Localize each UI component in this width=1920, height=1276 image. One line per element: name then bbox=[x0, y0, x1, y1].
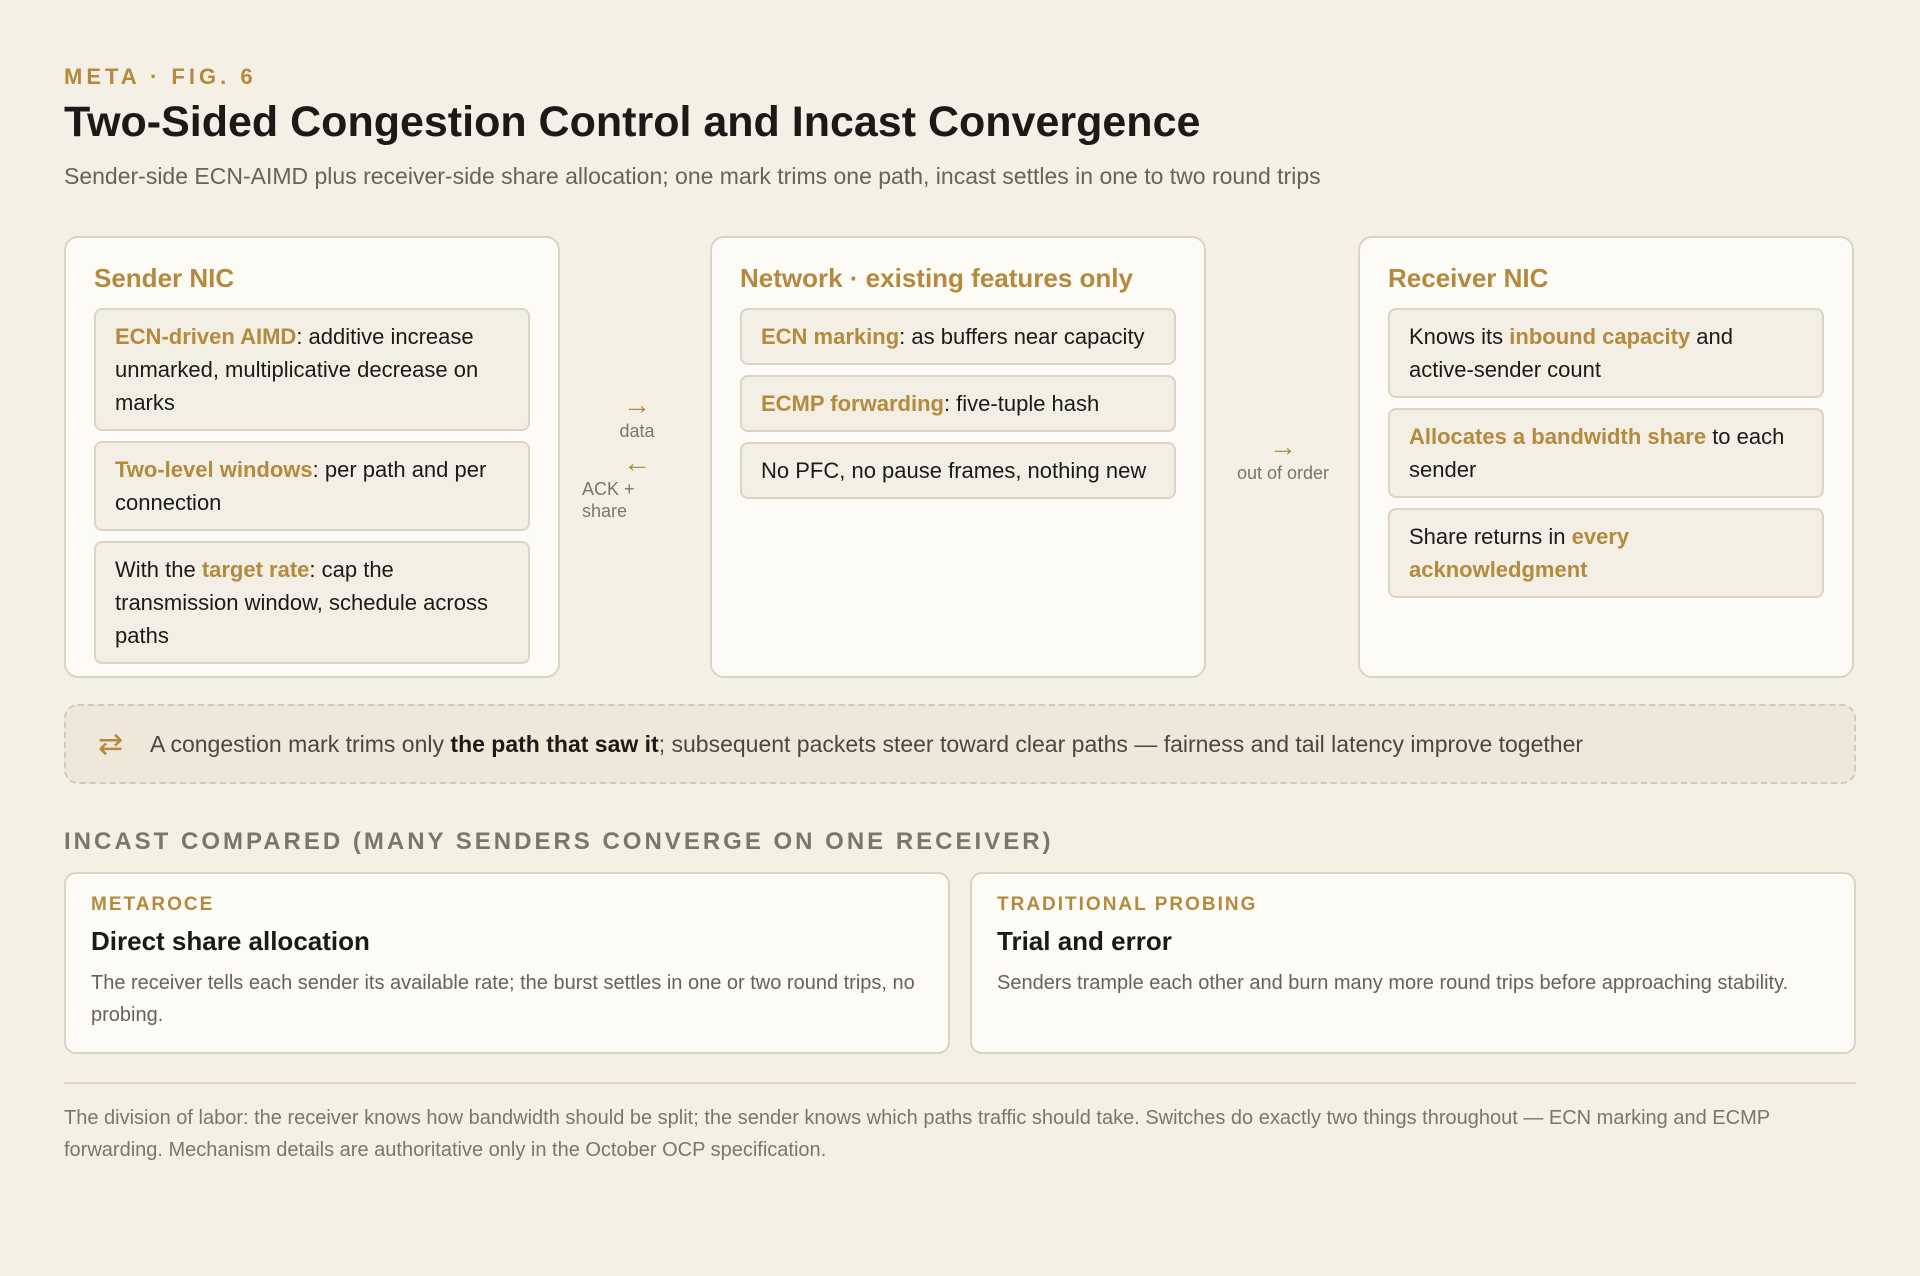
footnote: The division of labor: the receiver knows how bandwidth should be split; the sender knows which paths traffic should take. Switches do exactly two things throughout — ECN marking and ECMP forwarding. Mechanism details are authoritative only in the October OCP specification. bbox=[64, 1107, 1770, 1161]
metaroce-body: The receiver tells each sender its available rate; the burst settles in one or two round trips, no probing. bbox=[91, 972, 915, 1026]
callout-bold: the path that saw it bbox=[450, 730, 659, 757]
arrow-left-icon: ← bbox=[623, 447, 651, 478]
receiver-item-share-text: to each sender bbox=[1409, 424, 1785, 482]
footer-divider bbox=[64, 1082, 1856, 1084]
arrow-right-icon: → bbox=[1269, 431, 1297, 462]
sender-item-windows bbox=[94, 441, 530, 531]
sender-item-target-rate bbox=[94, 541, 530, 664]
receiver-nic-title: Receiver NIC bbox=[1388, 263, 1549, 293]
network-item-ecmp-text: : five-tuple hash bbox=[943, 391, 1100, 416]
data-label: data bbox=[619, 421, 655, 441]
receiver-item-capacity-text: and active-sender count bbox=[1409, 324, 1734, 382]
figure-eyebrow: META · FIG. 6 bbox=[64, 64, 257, 89]
ack-share-label-line1: ACK + bbox=[582, 479, 635, 499]
sender-item-aimd-highlight: ECN-driven AIMD bbox=[115, 324, 297, 349]
sender-nic-title: Sender NIC bbox=[94, 263, 235, 293]
callout-pre: A congestion mark trims only bbox=[150, 730, 451, 757]
sender-item-aimd-text: : additive increase unmarked, multiplicative decrease on marks bbox=[115, 324, 479, 415]
receiver-item-capacity-pre: Knows its bbox=[1409, 324, 1510, 349]
receiver-item-ack-pre: Share returns in bbox=[1409, 524, 1572, 549]
network-item-ecmp bbox=[740, 375, 1176, 432]
metaroce-kicker: METAROCE bbox=[91, 894, 215, 915]
page-title: Two-Sided Congestion Control and Incast Convergence bbox=[64, 98, 1201, 146]
receiver-nic-panel bbox=[1358, 236, 1854, 678]
receiver-item-ack bbox=[1388, 508, 1824, 598]
metaroce-card bbox=[64, 872, 950, 1054]
sender-item-aimd bbox=[94, 308, 530, 431]
traditional-probing-body: Senders trample each other and burn many more round trips before approaching stability. bbox=[997, 972, 1789, 994]
traditional-probing-card bbox=[970, 872, 1856, 1054]
sender-network-connector bbox=[578, 390, 696, 522]
page-subtitle: Sender-side ECN-AIMD plus receiver-side share allocation; one mark trims one path, incast settles in one to two round trips bbox=[64, 163, 1321, 189]
incast-section-label: INCAST COMPARED (MANY SENDERS CONVERGE ON ONE RECEIVER) bbox=[64, 828, 1054, 855]
ack-share-label-line2: share bbox=[582, 501, 628, 521]
receiver-item-capacity-highlight: inbound capacity bbox=[1509, 324, 1691, 349]
callout-post: ; subsequent packets steer toward clear paths — fairness and tail latency improve together bbox=[658, 730, 1584, 757]
sender-item-windows-text: : per path and per connection bbox=[115, 457, 487, 515]
network-item-no-pfc bbox=[740, 442, 1176, 499]
network-item-ecn-highlight: ECN marking bbox=[761, 324, 900, 349]
metaroce-heading: Direct share allocation bbox=[91, 926, 370, 956]
out-of-order-label: out of order bbox=[1236, 463, 1330, 483]
sender-item-target-rate-highlight: target rate bbox=[201, 557, 310, 582]
arrow-right-icon: → bbox=[623, 389, 651, 420]
receiver-item-share bbox=[1388, 408, 1824, 498]
sender-item-target-rate-pre: With the bbox=[115, 557, 202, 582]
receiver-item-ack-highlight: every acknowledgment bbox=[1409, 524, 1630, 582]
network-item-ecmp-highlight: ECMP forwarding bbox=[761, 391, 944, 416]
network-title: Network · existing features only bbox=[740, 263, 1133, 293]
traditional-probing-kicker: TRADITIONAL PROBING bbox=[997, 894, 1258, 915]
sender-nic-panel bbox=[64, 236, 560, 678]
callout-text bbox=[150, 731, 1583, 758]
network-panel bbox=[710, 236, 1206, 678]
sender-item-target-rate-text: : cap the transmission window, schedule across paths bbox=[115, 557, 488, 648]
network-item-ecn-text: : as buffers near capacity bbox=[899, 324, 1145, 349]
traditional-probing-heading: Trial and error bbox=[997, 926, 1172, 956]
swap-arrows-icon: ⇄ bbox=[98, 727, 124, 761]
network-receiver-connector bbox=[1220, 432, 1346, 484]
path-trim-callout bbox=[64, 704, 1856, 784]
network-item-no-pfc-text: No PFC, no pause frames, nothing new bbox=[761, 458, 1147, 483]
receiver-item-capacity bbox=[1388, 308, 1824, 398]
network-item-ecn bbox=[740, 308, 1176, 365]
sender-item-windows-highlight: Two-level windows bbox=[115, 457, 313, 482]
receiver-item-share-highlight: Allocates a bandwidth share bbox=[1409, 424, 1707, 449]
